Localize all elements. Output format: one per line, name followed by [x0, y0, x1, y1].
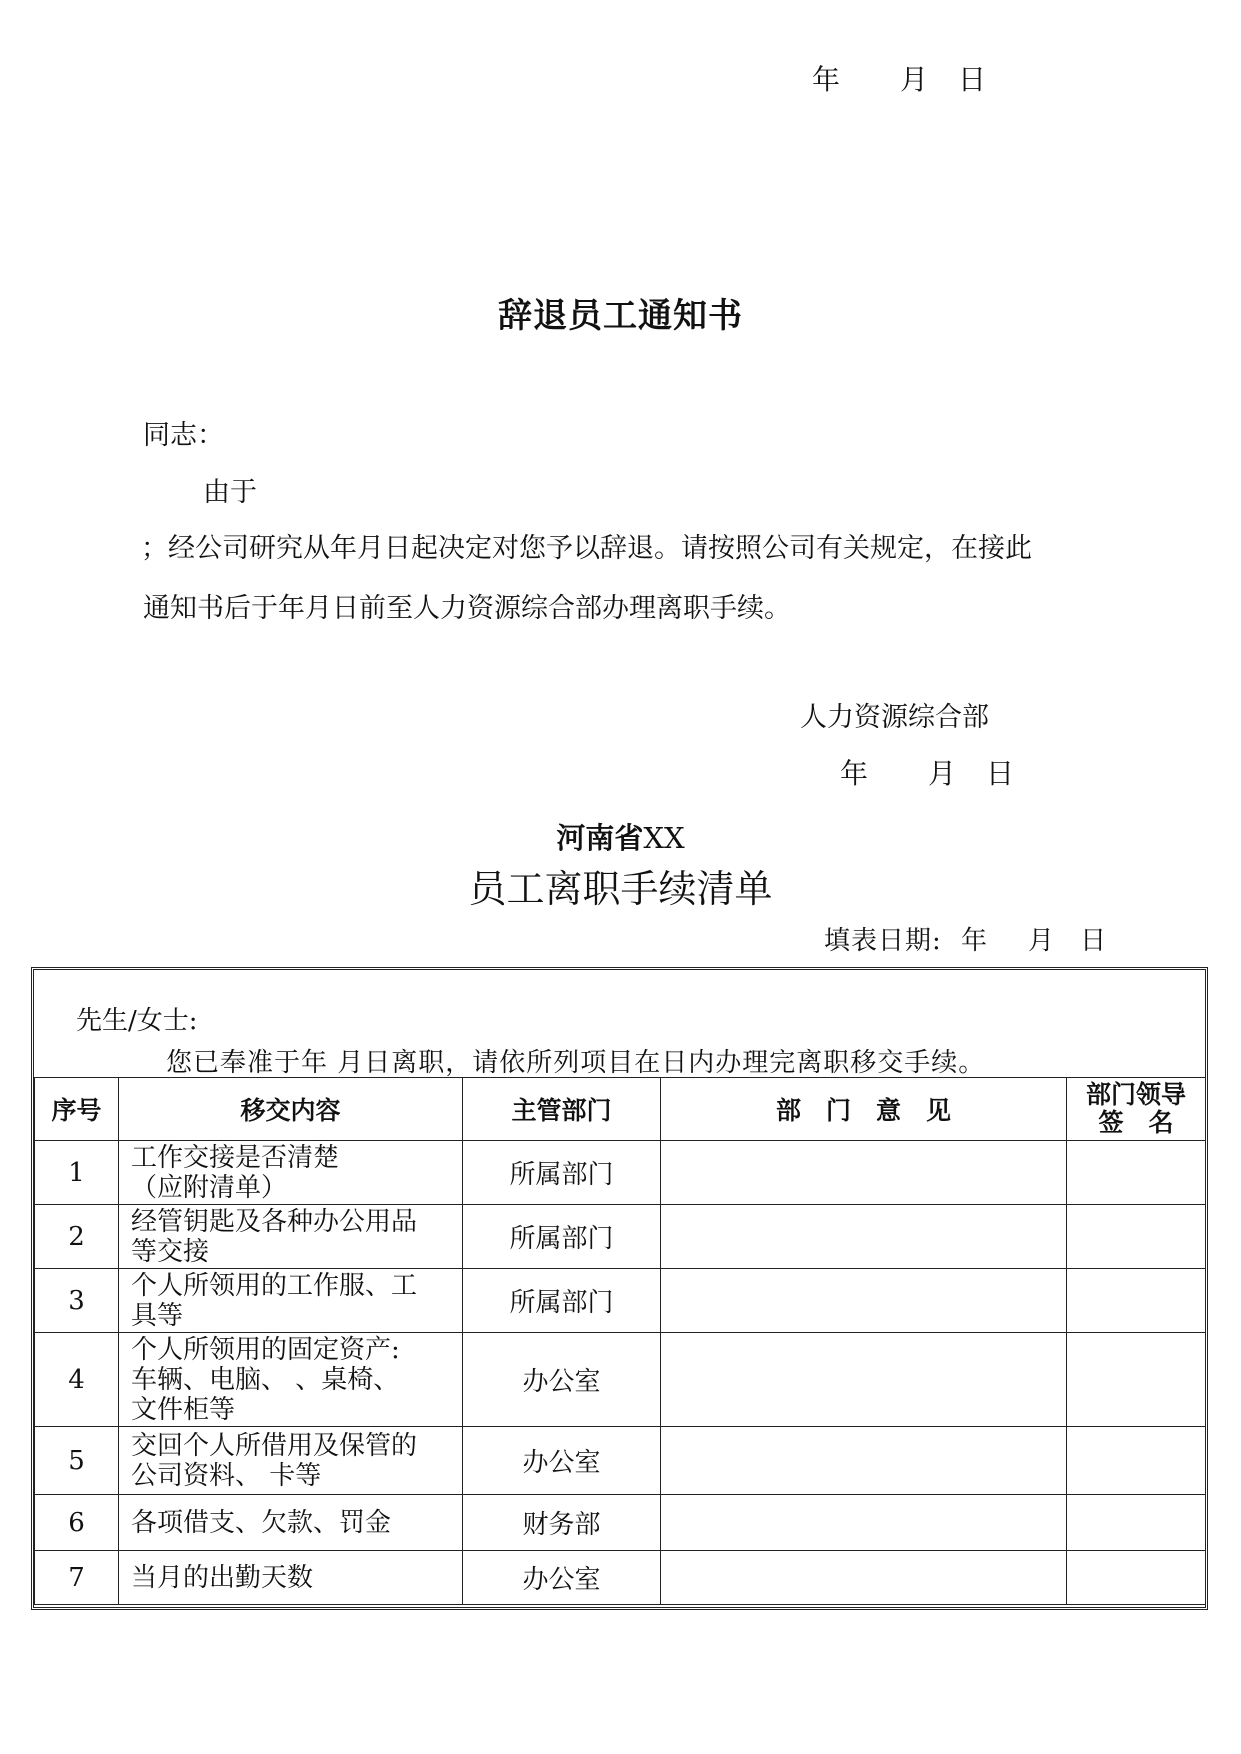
- row-leader-sign-field[interactable]: [1067, 1551, 1206, 1605]
- header-content: 移交内容: [119, 1078, 463, 1141]
- row-dept: 所属部门: [463, 1269, 661, 1333]
- row-dept: 办公室: [463, 1333, 661, 1427]
- row-content-line: 具等: [131, 1300, 184, 1331]
- signature-date-year: 年: [840, 757, 869, 790]
- notice-top-date: [812, 58, 986, 98]
- row-seq: 2: [35, 1205, 119, 1269]
- row-dept: 所属部门: [463, 1205, 661, 1269]
- row-content-line: （应附清单）: [131, 1172, 288, 1203]
- row-dept: 办公室: [463, 1551, 661, 1605]
- fill-date: [824, 920, 1107, 957]
- row-content: [119, 1333, 463, 1427]
- header-leader-line-1: 部门领导: [1085, 1080, 1186, 1109]
- row-content-line: 个人所领用的固定资产:: [131, 1334, 400, 1365]
- row-leader-sign-field[interactable]: [1067, 1205, 1206, 1269]
- table-row: [35, 1495, 1206, 1551]
- row-seq: 7: [35, 1551, 119, 1605]
- checklist-instruction: 您已奉准于年 月日离职，请依所列项目在日内办理完离职移交手续。: [166, 1048, 986, 1078]
- reason-prefix: 由于: [203, 477, 257, 508]
- row-opinion-field[interactable]: [661, 1551, 1067, 1605]
- table-row: [35, 1205, 1206, 1269]
- row-leader-sign-field[interactable]: [1067, 1269, 1206, 1333]
- row-content: [119, 1551, 463, 1605]
- row-seq: 1: [35, 1141, 119, 1205]
- row-opinion-field[interactable]: [661, 1141, 1067, 1205]
- checklist-title: 员工离职手续清单: [468, 867, 773, 911]
- row-opinion-field[interactable]: [661, 1495, 1067, 1551]
- top-date-month: 月: [900, 63, 929, 96]
- row-leader-sign-field[interactable]: [1067, 1141, 1206, 1205]
- signature-dept: 人力资源综合部: [800, 702, 989, 733]
- row-content-line: 各项借支、欠款、罚金: [131, 1507, 392, 1538]
- org-prefix: 河南省: [556, 821, 644, 855]
- row-content-line: 当月的出勤天数: [131, 1562, 314, 1593]
- header-dept: 主管部门: [463, 1078, 661, 1141]
- row-content: [119, 1495, 463, 1551]
- fill-date-year: 年: [961, 926, 989, 956]
- fill-date-month: 月: [1028, 926, 1056, 956]
- table-row: [35, 1551, 1206, 1605]
- row-content-line: 经管钥匙及各种办公用品: [131, 1206, 418, 1237]
- table-row: [35, 1427, 1206, 1495]
- header-opinion: 部 门 意 见: [661, 1078, 1067, 1141]
- notice-body-line-2: 通知书后于年月日前至人力资源综合部办理离职手续。: [143, 593, 791, 624]
- row-content: [119, 1427, 463, 1495]
- row-seq: 4: [35, 1333, 119, 1427]
- row-content-line: 车辆、电脑、 、桌椅、: [131, 1364, 400, 1395]
- row-content-line: 等交接: [131, 1236, 210, 1267]
- checklist-org: [0, 816, 1241, 857]
- row-seq: 5: [35, 1427, 119, 1495]
- row-seq: 3: [35, 1269, 119, 1333]
- header-leader-line-2: 签 名: [1098, 1108, 1174, 1137]
- row-dept: 所属部门: [463, 1141, 661, 1205]
- notice-body-line-1: ；经公司研究从年月日起决定对您予以辞退。请按照公司有关规定，在接此: [141, 533, 1032, 564]
- row-content-line: 个人所领用的工作服、工: [131, 1270, 418, 1301]
- org-suffix: XX: [643, 821, 685, 855]
- salutation: 同志：: [143, 420, 224, 451]
- row-opinion-field[interactable]: [661, 1269, 1067, 1333]
- checklist-table: [34, 1077, 1206, 1605]
- checklist-greeting: 先生/女士:: [76, 1006, 198, 1036]
- checklist-rows: [35, 1141, 1206, 1605]
- row-content: [119, 1205, 463, 1269]
- row-seq: 6: [35, 1495, 119, 1551]
- header-seq: 序号: [35, 1078, 119, 1141]
- row-opinion-field[interactable]: [661, 1205, 1067, 1269]
- table-row: [35, 1333, 1206, 1427]
- header-leader-sign: [1067, 1078, 1206, 1141]
- row-content-line: 文件柜等: [131, 1394, 236, 1425]
- notice-title: 辞退员工通知书: [498, 296, 743, 336]
- signature-date-month: 月: [928, 757, 957, 790]
- top-date-day: 日: [958, 63, 987, 96]
- row-dept: 办公室: [463, 1427, 661, 1495]
- signature-date-day: 日: [986, 757, 1015, 790]
- row-content-line: 工作交接是否清楚: [131, 1142, 340, 1173]
- row-opinion-field[interactable]: [661, 1333, 1067, 1427]
- row-content: [119, 1141, 463, 1205]
- table-header-row: [35, 1078, 1206, 1141]
- top-date-year: 年: [812, 63, 841, 96]
- row-dept: 财务部: [463, 1495, 661, 1551]
- row-content-line: 公司资料、 卡等: [131, 1460, 322, 1491]
- fill-date-label: 填表日期:: [824, 926, 942, 956]
- table-row: [35, 1269, 1206, 1333]
- row-leader-sign-field[interactable]: [1067, 1333, 1206, 1427]
- row-leader-sign-field[interactable]: [1067, 1495, 1206, 1551]
- row-opinion-field[interactable]: [661, 1427, 1067, 1495]
- fill-date-day: 日: [1080, 926, 1108, 956]
- table-row: [35, 1141, 1206, 1205]
- checklist-form: [31, 967, 1208, 1610]
- row-leader-sign-field[interactable]: [1067, 1427, 1206, 1495]
- row-content-line: 交回个人所借用及保管的: [131, 1430, 418, 1461]
- signature-date: [840, 752, 1014, 792]
- row-content: [119, 1269, 463, 1333]
